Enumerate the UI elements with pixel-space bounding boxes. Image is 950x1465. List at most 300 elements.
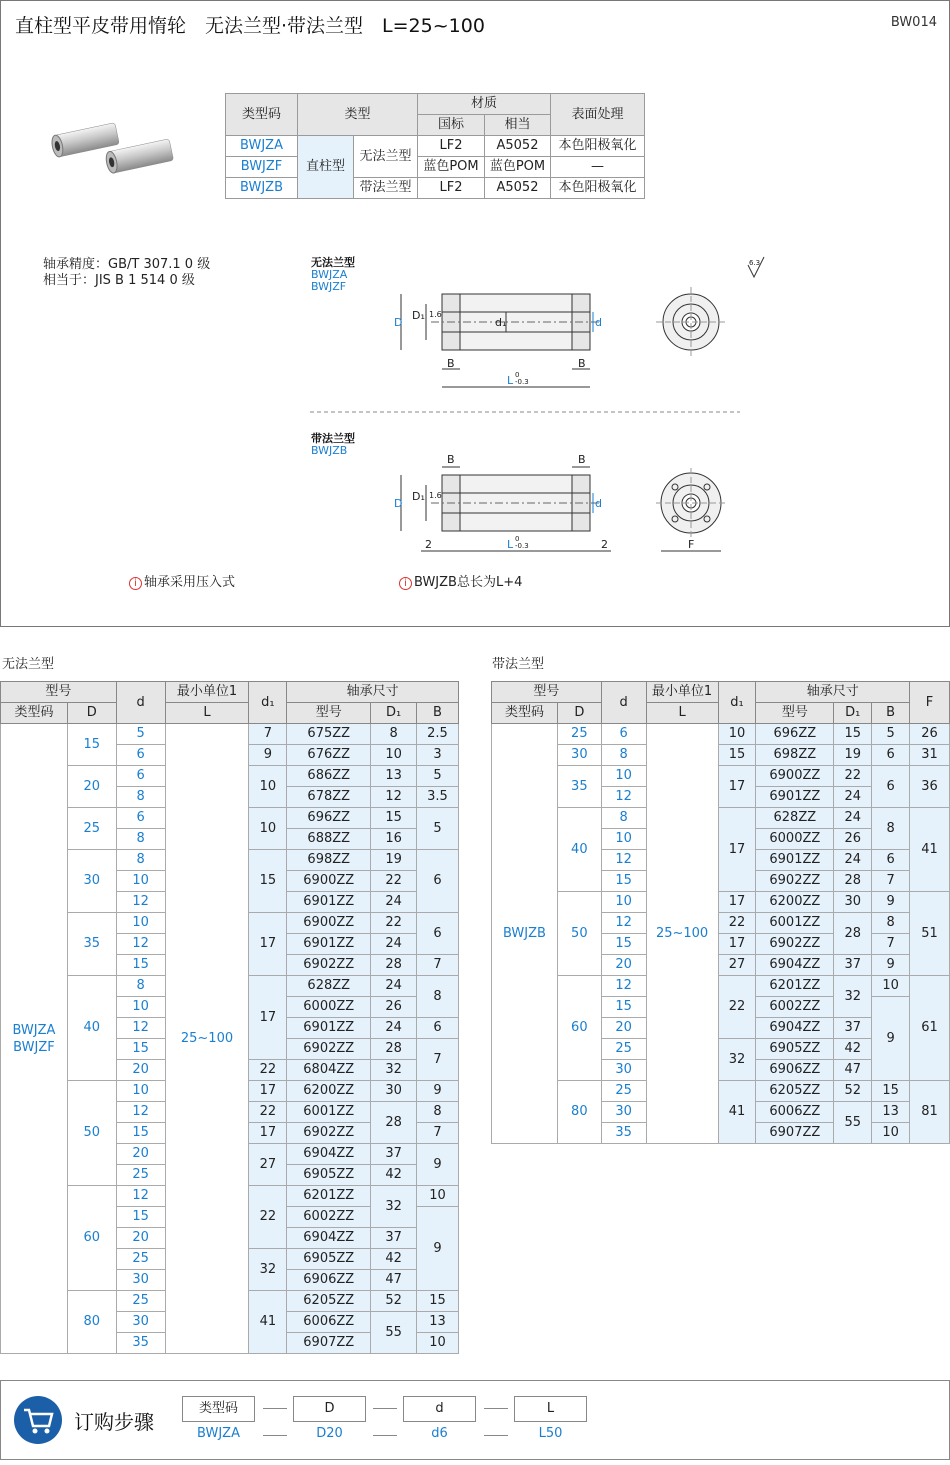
size-d: 30: [116, 1312, 165, 1333]
size-D: 35: [557, 766, 601, 808]
bearing-model: 628ZZ: [287, 976, 371, 997]
note-line: 轴承精度：GB/T 307.1 0 级: [43, 257, 211, 272]
order-box-D: D: [293, 1396, 366, 1422]
bearing-model: 6001ZZ: [756, 913, 834, 934]
bearing-D1: 10: [371, 745, 417, 766]
bearing-D1: 24: [371, 892, 417, 913]
order-connector: [373, 1435, 397, 1436]
drawing-a-code: BWJZF: [311, 280, 347, 293]
row-std: 蓝色POM: [418, 157, 485, 178]
bearing-model: 698ZZ: [287, 850, 371, 871]
bearing-model: 6905ZZ: [756, 1039, 834, 1060]
bearing-model: 6907ZZ: [287, 1333, 371, 1354]
th-bearing-model: 型号: [287, 703, 371, 724]
bearing-model: 688ZZ: [287, 829, 371, 850]
row-std: LF2: [418, 178, 485, 199]
size-d: 8: [116, 787, 165, 808]
size-d1: 22: [249, 1186, 287, 1249]
th-D: D: [67, 703, 116, 724]
bearing-model: 6906ZZ: [287, 1270, 371, 1291]
dim-F: F: [688, 538, 695, 551]
bearing-B: 6: [872, 850, 910, 871]
th-bearing-D1: D₁: [834, 703, 872, 724]
th-surface: 表面处理: [551, 94, 645, 136]
size-d: 30: [601, 1060, 646, 1081]
order-value-d: d6: [431, 1426, 448, 1441]
size-d1: 17: [718, 766, 756, 808]
bearing-D1: 47: [371, 1270, 417, 1291]
bearing-model: 698ZZ: [756, 745, 834, 766]
right-spec-table: [491, 681, 950, 1144]
bearing-B: 15: [417, 1291, 459, 1312]
order-title: 订购步骤: [74, 1410, 154, 1434]
length-L: 25~100: [165, 724, 249, 1354]
dim-B: B: [578, 453, 586, 466]
dim-tol-bot: -0.3: [515, 378, 529, 386]
size-d1: 17: [718, 892, 756, 913]
size-d: 30: [601, 1102, 646, 1123]
size-d: 5: [116, 724, 165, 745]
size-d1: 10: [249, 766, 287, 808]
th-type: 类型: [298, 94, 418, 136]
th-L: L: [646, 703, 718, 724]
left-section-title: 无法兰型: [2, 657, 55, 672]
bearing-model: 6900ZZ: [287, 913, 371, 934]
size-d1: 15: [249, 850, 287, 913]
info-note-1: [129, 571, 235, 590]
size-d1: 17: [249, 976, 287, 1060]
bearing-D1: 28: [371, 1039, 417, 1060]
bearing-model: 6902ZZ: [756, 934, 834, 955]
size-D: 30: [67, 850, 116, 913]
th-d1: d₁: [718, 682, 756, 724]
bearing-D1: 37: [371, 1228, 417, 1249]
size-d: 8: [116, 976, 165, 997]
size-d: 15: [601, 997, 646, 1018]
row-std: LF2: [418, 136, 485, 157]
size-d: 12: [116, 1018, 165, 1039]
bearing-B: 15: [872, 1081, 910, 1102]
size-D: 80: [557, 1081, 601, 1144]
size-d: 20: [601, 1018, 646, 1039]
dim-B: B: [578, 357, 586, 370]
order-box-L: L: [514, 1396, 587, 1422]
size-d: 35: [116, 1333, 165, 1354]
bearing-model: 6900ZZ: [287, 871, 371, 892]
order-value-L: L50: [538, 1426, 563, 1441]
order-steps: [0, 1380, 950, 1460]
bearing-model: 6000ZZ: [756, 829, 834, 850]
bearing-D1: 22: [371, 871, 417, 892]
dim-L: L: [507, 374, 514, 387]
size-d1: 22: [249, 1102, 287, 1123]
size-d: 35: [601, 1123, 646, 1144]
bearing-model: 6902ZZ: [756, 871, 834, 892]
dim-tol-bot: -0.3: [515, 542, 529, 550]
size-d: 12: [601, 976, 646, 997]
size-d: 25: [116, 1291, 165, 1312]
bearing-model: 6200ZZ: [287, 1081, 371, 1102]
row-subtype: 无法兰型: [354, 136, 418, 178]
size-D: 30: [557, 745, 601, 766]
size-d: 20: [116, 1228, 165, 1249]
flange-F: 61: [910, 976, 950, 1081]
size-d: 20: [116, 1144, 165, 1165]
technical-drawing: [1, 1, 950, 628]
size-D: 80: [67, 1291, 116, 1354]
row-surface: 本色阳极氧化: [551, 178, 645, 199]
size-d: 25: [601, 1081, 646, 1102]
bearing-D1: 24: [834, 787, 872, 808]
cart-icon: [14, 1396, 62, 1444]
th-std: 国标: [418, 115, 485, 136]
size-d1: 10: [249, 808, 287, 850]
dim-2: 2: [425, 538, 432, 551]
bearing-model: 678ZZ: [287, 787, 371, 808]
bearing-model: 6904ZZ: [287, 1228, 371, 1249]
bearing-model: 6201ZZ: [756, 976, 834, 997]
bearing-D1: 26: [371, 997, 417, 1018]
row-code: BWJZF: [226, 157, 298, 178]
th-bearing-model: 型号: [756, 703, 834, 724]
dim-roughness: 1.6: [429, 491, 442, 500]
size-D: 40: [67, 976, 116, 1081]
bearing-D1: 32: [371, 1060, 417, 1081]
size-d: 10: [116, 1081, 165, 1102]
bearing-B: 9: [417, 1207, 459, 1291]
size-d: 25: [601, 1039, 646, 1060]
order-connector: [263, 1435, 287, 1436]
bearing-B: 6: [872, 745, 910, 766]
size-d: 15: [116, 1039, 165, 1060]
size-D: 60: [557, 976, 601, 1081]
th-D: D: [557, 703, 601, 724]
bearing-D1: 30: [834, 892, 872, 913]
dim-d: d: [595, 316, 602, 329]
size-d: 6: [116, 745, 165, 766]
size-d: 10: [116, 997, 165, 1018]
bearing-model: 6905ZZ: [287, 1165, 371, 1186]
size-d: 8: [601, 808, 646, 829]
size-d: 12: [116, 934, 165, 955]
row-equiv: A5052: [485, 136, 551, 157]
bearing-D1: 28: [834, 913, 872, 955]
row-code: BWJZA: [226, 136, 298, 157]
bearing-B: 5: [417, 808, 459, 850]
th-type: 类型码: [492, 703, 558, 724]
left-spec-table: [0, 681, 459, 1354]
size-d1: 17: [249, 1123, 287, 1144]
row-surface: —: [551, 157, 645, 178]
size-d1: 41: [249, 1291, 287, 1354]
bearing-D1: 37: [834, 1018, 872, 1039]
bearing-D1: 24: [371, 1018, 417, 1039]
table-row: [492, 724, 950, 745]
bearing-B: 3.5: [417, 787, 459, 808]
dim-D1: D₁: [412, 490, 425, 503]
note-line: 相当于：JIS B 1 514 0 级: [43, 273, 195, 288]
size-d: 10: [601, 892, 646, 913]
order-connector: [484, 1435, 508, 1436]
table-row: [492, 1081, 950, 1102]
order-box-d: d: [403, 1396, 476, 1422]
bearing-D1: 52: [371, 1291, 417, 1312]
size-d: 15: [601, 871, 646, 892]
size-d1: 22: [718, 913, 756, 934]
bearing-D1: 13: [371, 766, 417, 787]
th-d1: d₁: [249, 682, 287, 724]
right-section-title: 带法兰型: [492, 657, 545, 672]
th-min: 最小单位1: [646, 682, 718, 703]
bearing-D1: 12: [371, 787, 417, 808]
bearing-D1: 15: [834, 724, 872, 745]
bearing-D1: 42: [371, 1165, 417, 1186]
size-d1: 17: [718, 934, 756, 955]
size-d1: 41: [718, 1081, 756, 1144]
size-d1: 22: [249, 1060, 287, 1081]
order-connector: [484, 1408, 508, 1409]
bearing-D1: 8: [371, 724, 417, 745]
th-L: L: [165, 703, 249, 724]
bearing-D1: 55: [371, 1312, 417, 1354]
size-D: 25: [67, 808, 116, 850]
bearing-D1: 22: [834, 766, 872, 787]
bearing-D1: 24: [834, 808, 872, 829]
dim-tol-top: 0: [515, 535, 520, 543]
bearing-model: 696ZZ: [756, 724, 834, 745]
size-d: 15: [116, 1207, 165, 1228]
type-group: 直柱型: [298, 136, 354, 199]
bearing-B: 5: [872, 724, 910, 745]
size-d: 10: [601, 829, 646, 850]
bearing-B: 7: [872, 934, 910, 955]
bearing-D1: 55: [834, 1102, 872, 1144]
size-d1: 15: [718, 745, 756, 766]
bearing-B: 9: [872, 997, 910, 1081]
bearing-B: 10: [872, 976, 910, 997]
bearing-D1: 28: [371, 955, 417, 976]
flange-F: 31: [910, 745, 950, 766]
row-surface: 本色阳极氧化: [551, 136, 645, 157]
size-d1: 32: [718, 1039, 756, 1081]
dim-d1: d₁: [495, 316, 507, 329]
bearing-D1: 16: [371, 829, 417, 850]
bearing-D1: 24: [371, 976, 417, 997]
size-d1: 7: [249, 724, 287, 745]
bearing-model: 6000ZZ: [287, 997, 371, 1018]
type-code: BWJZA BWJZF: [1, 724, 68, 1354]
th-bearing-B: B: [417, 703, 459, 724]
size-d: 15: [116, 1123, 165, 1144]
size-d1: 27: [718, 955, 756, 976]
length-L: 25~100: [646, 724, 718, 1144]
dim-D: D: [394, 497, 403, 510]
flange-F: 36: [910, 766, 950, 808]
size-d: 6: [116, 808, 165, 829]
bearing-B: 8: [872, 808, 910, 850]
order-connector: [373, 1408, 397, 1409]
size-d: 12: [116, 1102, 165, 1123]
size-d: 10: [116, 871, 165, 892]
dim-2: 2: [601, 538, 608, 551]
bearing-model: 6902ZZ: [287, 1123, 371, 1144]
info-note-2: [399, 571, 522, 590]
size-d1: 17: [718, 808, 756, 892]
th-F: F: [910, 682, 950, 724]
th-model: 型号: [492, 682, 602, 703]
table-row: [492, 766, 950, 787]
bearing-B: 8: [417, 976, 459, 1018]
bearing-D1: 32: [834, 976, 872, 1018]
bearing-B: 8: [417, 1102, 459, 1123]
bearing-D1: 19: [834, 745, 872, 766]
size-d: 20: [601, 955, 646, 976]
size-d: 6: [116, 766, 165, 787]
size-d1: 22: [718, 976, 756, 1039]
row-subtype: 带法兰型: [354, 178, 418, 199]
bearing-B: 8: [872, 913, 910, 934]
size-d: 6: [601, 724, 646, 745]
flange-F: 26: [910, 724, 950, 745]
table-row: [492, 892, 950, 913]
order-value-D: D20: [316, 1426, 343, 1441]
bearing-model: 6900ZZ: [756, 766, 834, 787]
size-d: 15: [601, 934, 646, 955]
bearing-B: 10: [417, 1333, 459, 1354]
size-d: 20: [116, 1060, 165, 1081]
bearing-D1: 42: [371, 1249, 417, 1270]
size-d1: 9: [249, 745, 287, 766]
size-d: 25: [116, 1249, 165, 1270]
bearing-model: 6901ZZ: [287, 892, 371, 913]
product-panel: [0, 0, 950, 627]
bearing-model: 6002ZZ: [287, 1207, 371, 1228]
flange-F: 51: [910, 892, 950, 976]
bearing-model: 6200ZZ: [756, 892, 834, 913]
size-D: 60: [67, 1186, 116, 1291]
size-d: 8: [601, 745, 646, 766]
bearing-B: 9: [417, 1081, 459, 1102]
bearing-model: 6902ZZ: [287, 1039, 371, 1060]
product-code: BW014: [890, 15, 937, 30]
bearing-model: 696ZZ: [287, 808, 371, 829]
th-material: 材质: [418, 94, 551, 115]
bearing-D1: 37: [371, 1144, 417, 1165]
bearing-D1: 24: [834, 850, 872, 871]
bearing-B: 2.5: [417, 724, 459, 745]
bearing-B: 9: [872, 892, 910, 913]
bearing-model: 6205ZZ: [287, 1291, 371, 1312]
bearing-model: 628ZZ: [756, 808, 834, 829]
bearing-D1: 19: [371, 850, 417, 871]
size-D: 50: [67, 1081, 116, 1186]
size-d: 15: [116, 955, 165, 976]
size-D: 40: [557, 808, 601, 892]
size-d: 30: [116, 1270, 165, 1291]
roughness-value: 6.3: [749, 259, 761, 267]
bearing-B: 7: [872, 871, 910, 892]
th-bearing-D1: D₁: [371, 703, 417, 724]
bearing-model: 676ZZ: [287, 745, 371, 766]
bearing-D1: 28: [834, 871, 872, 892]
bearing-B: 7: [417, 955, 459, 976]
size-D: 35: [67, 913, 116, 976]
size-d1: 17: [249, 1081, 287, 1102]
size-D: 15: [67, 724, 116, 766]
info-text: 轴承采用压入式: [144, 575, 236, 590]
bearing-B: 10: [417, 1186, 459, 1207]
bearing-D1: 37: [834, 955, 872, 976]
drawing-b-title: 带法兰型: [311, 432, 355, 445]
size-d: 12: [116, 892, 165, 913]
dim-L: L: [507, 538, 514, 551]
th-model: 型号: [1, 682, 117, 703]
table-row: [492, 745, 950, 766]
bearing-model: 6901ZZ: [287, 934, 371, 955]
bearing-D1: 15: [371, 808, 417, 829]
th-d: d: [601, 682, 646, 724]
bearing-model: 6006ZZ: [756, 1102, 834, 1123]
bearing-B: 3: [417, 745, 459, 766]
size-d: 8: [116, 850, 165, 871]
th-bearing: 轴承尺寸: [756, 682, 910, 703]
th-bearing: 轴承尺寸: [287, 682, 459, 703]
size-d: 25: [116, 1165, 165, 1186]
size-d: 12: [601, 913, 646, 934]
th-type: 类型码: [1, 703, 68, 724]
bearing-B: 6: [417, 913, 459, 955]
table-row: [1, 724, 459, 745]
size-d: 12: [601, 850, 646, 871]
size-d: 8: [116, 829, 165, 850]
bearing-model: 6006ZZ: [287, 1312, 371, 1333]
size-D: 20: [67, 766, 116, 808]
bearing-model: 6201ZZ: [287, 1186, 371, 1207]
flange-F: 41: [910, 808, 950, 892]
bearing-B: 7: [417, 1039, 459, 1081]
row-code: BWJZB: [226, 178, 298, 199]
bearing-B: 6: [417, 1018, 459, 1039]
flange-F: 81: [910, 1081, 950, 1144]
info-icon: i: [399, 577, 412, 590]
bearing-D1: 26: [834, 829, 872, 850]
bearing-B: 7: [417, 1123, 459, 1144]
page-title: 直柱型平皮带用惰轮 无法兰型·带法兰型 L=25~100: [15, 15, 485, 37]
bearing-B: 6: [872, 766, 910, 808]
bearing-D1: 32: [371, 1186, 417, 1228]
bearing-model: 6002ZZ: [756, 997, 834, 1018]
size-d: 10: [116, 913, 165, 934]
size-D: 25: [557, 724, 601, 745]
size-d1: 10: [718, 724, 756, 745]
dim-d: d: [595, 497, 602, 510]
bearing-model: 6905ZZ: [287, 1249, 371, 1270]
size-d1: 27: [249, 1144, 287, 1186]
bearing-D1: 52: [834, 1081, 872, 1102]
bearing-model: 686ZZ: [287, 766, 371, 787]
size-d: 10: [601, 766, 646, 787]
order-value-type: BWJZA: [197, 1426, 240, 1441]
bearing-D1: 24: [371, 934, 417, 955]
dim-roughness: 1.6: [429, 310, 442, 319]
bearing-B: 5: [417, 766, 459, 787]
bearing-model: 6901ZZ: [756, 787, 834, 808]
drawing-b-code: BWJZB: [311, 444, 348, 457]
row-equiv: A5052: [485, 178, 551, 199]
th-d: d: [116, 682, 165, 724]
bearing-D1: 28: [371, 1102, 417, 1144]
th-min: 最小单位1: [165, 682, 249, 703]
